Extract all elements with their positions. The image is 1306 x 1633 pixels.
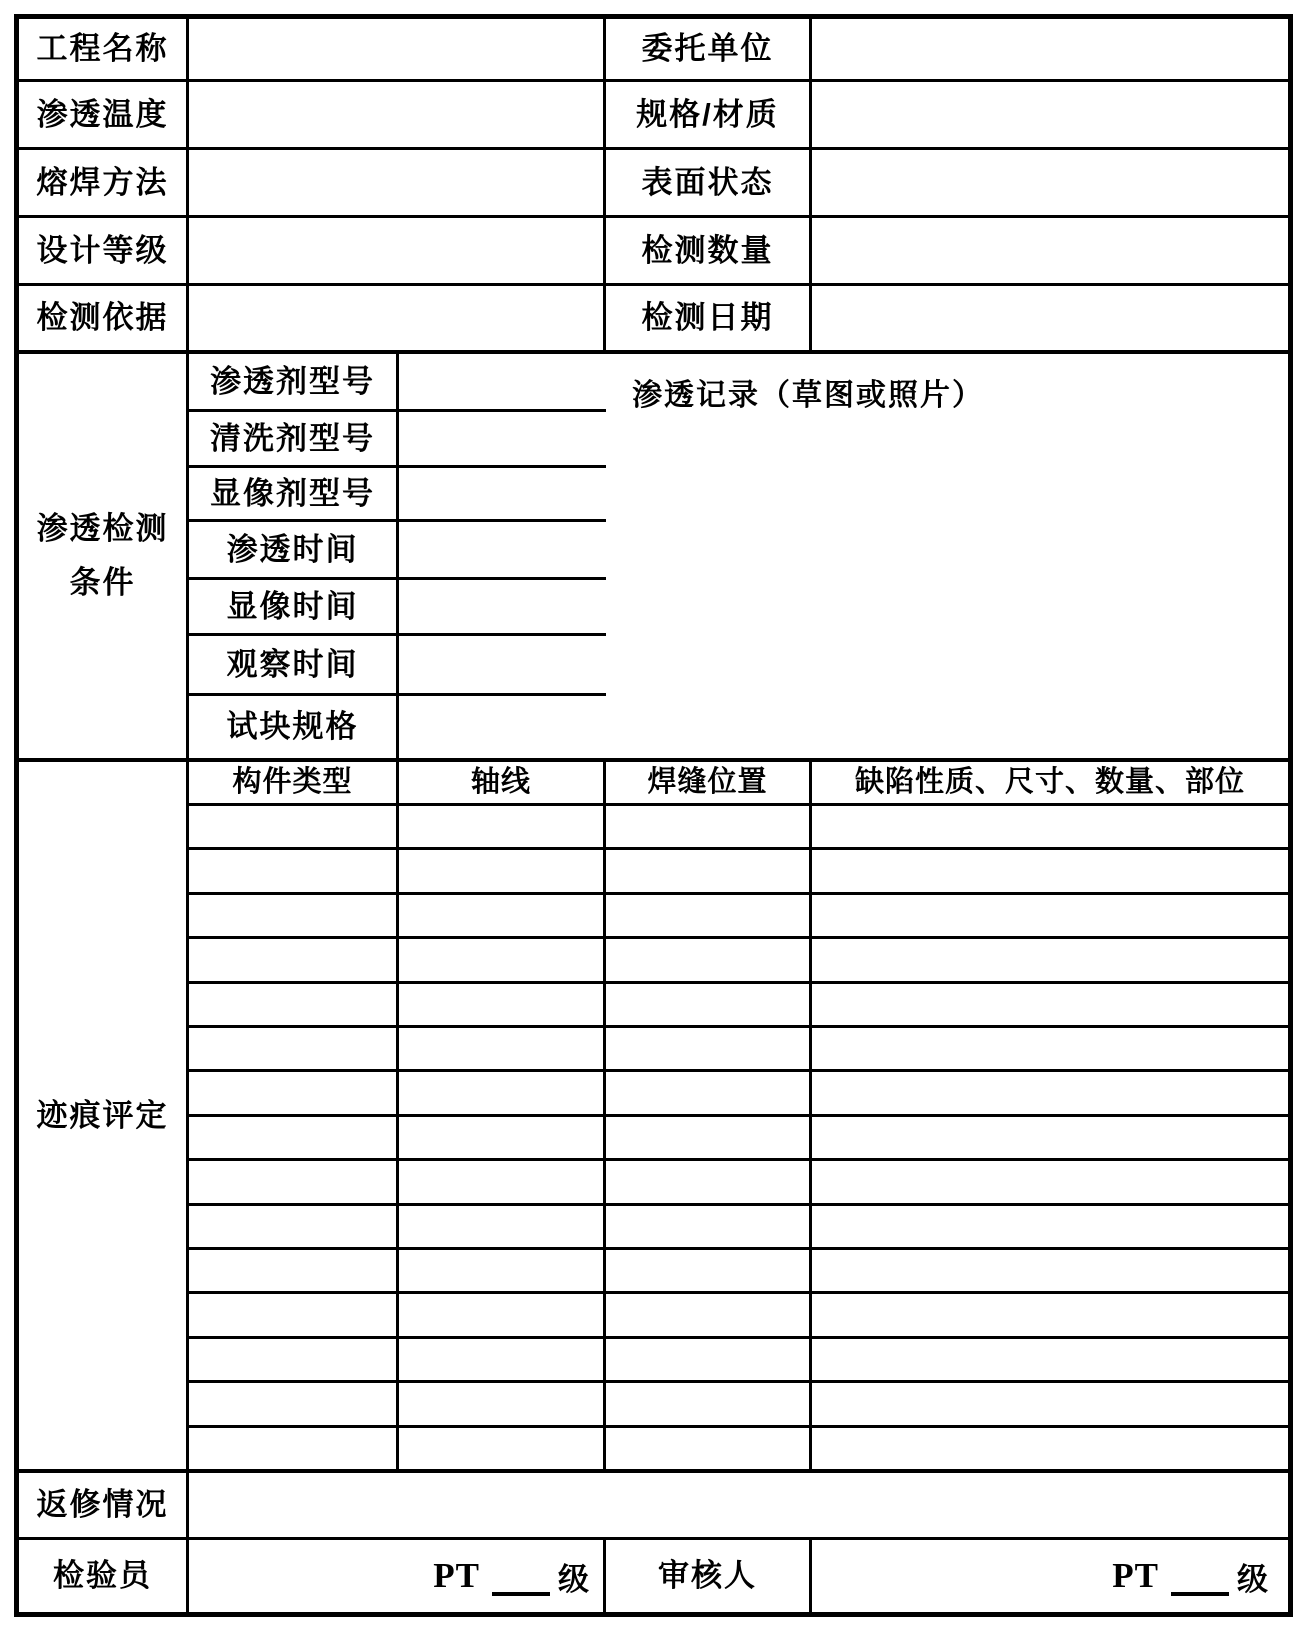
penetrant-model-label: 渗透剂型号 (189, 354, 399, 409)
axis-cell (399, 1028, 606, 1069)
condition-section-label-line2: 条件 (69, 565, 136, 600)
defect-info-cell (812, 1428, 1288, 1469)
trace-table-empty-row (189, 1339, 1288, 1383)
weld-position-cell (606, 1117, 812, 1158)
client-unit-value (812, 19, 1288, 79)
condition-row-penetrant (189, 354, 606, 412)
inspector-cert-blank-line (492, 1592, 550, 1596)
welding-method-value (189, 150, 606, 215)
weld-position-column-header: 焊缝位置 (606, 762, 812, 803)
weld-position-cell (606, 1294, 812, 1335)
pt-inspection-record-form (14, 14, 1293, 1617)
defect-info-cell (812, 1383, 1288, 1424)
weld-position-cell (606, 1383, 812, 1424)
reviewer-cert-prefix: PT (1112, 1556, 1159, 1595)
weld-position-cell (606, 1250, 812, 1291)
condition-row-developer (189, 468, 606, 522)
project-name-label: 工程名称 (19, 19, 189, 79)
defect-info-cell (812, 1339, 1288, 1380)
component-type-cell (189, 1072, 399, 1113)
trace-table-empty-row (189, 1383, 1288, 1427)
trace-table-empty-row (189, 1072, 1288, 1116)
repair-status-value (189, 1473, 1288, 1537)
repair-status-label: 返修情况 (19, 1473, 189, 1537)
axis-cell (399, 1428, 606, 1469)
trace-table-header (189, 762, 1288, 806)
trace-table-empty-row (189, 1294, 1288, 1338)
project-name-value (189, 19, 606, 79)
component-type-cell (189, 1383, 399, 1424)
surface-condition-label: 表面状态 (606, 150, 812, 215)
component-type-cell (189, 1339, 399, 1380)
weld-position-cell (606, 1161, 812, 1202)
defect-info-cell (812, 984, 1288, 1025)
reviewer-cert-blank-line (1171, 1592, 1229, 1596)
defect-info-cell (812, 939, 1288, 980)
reviewer-label: 审核人 (606, 1540, 812, 1612)
weld-position-cell (606, 939, 812, 980)
developing-time-label: 显像时间 (189, 580, 399, 633)
test-block-spec-label: 试块规格 (189, 696, 399, 758)
weld-position-cell (606, 1428, 812, 1469)
trace-table-empty-row (189, 939, 1288, 983)
component-type-cell (189, 1294, 399, 1335)
condition-section (19, 354, 1288, 762)
trace-table-empty-row (189, 1028, 1288, 1072)
developing-time-value (399, 580, 606, 633)
trace-table-empty-row (189, 1206, 1288, 1250)
cleaner-model-label: 清洗剂型号 (189, 412, 399, 465)
surface-condition-value (812, 150, 1288, 215)
defect-info-cell (812, 1117, 1288, 1158)
defect-info-cell (812, 1206, 1288, 1247)
developer-model-value (399, 468, 606, 519)
signature-row (19, 1540, 1288, 1612)
axis-cell (399, 1339, 606, 1380)
axis-column-header: 轴线 (399, 762, 606, 803)
developer-model-label: 显像剂型号 (189, 468, 399, 519)
condition-section-label-line1: 渗透检测 (36, 510, 169, 546)
axis-cell (399, 939, 606, 980)
trace-table-empty-row (189, 850, 1288, 894)
test-block-spec-value (399, 696, 606, 758)
inspector-cert-prefix: PT (433, 1556, 480, 1595)
weld-position-cell (606, 1206, 812, 1247)
penetrant-model-value (399, 354, 606, 409)
inspection-quantity-value (812, 218, 1288, 283)
component-type-cell (189, 1250, 399, 1291)
axis-cell (399, 1206, 606, 1247)
penetration-time-value (399, 522, 606, 577)
inspection-date-value (812, 286, 1288, 350)
component-type-cell (189, 1206, 399, 1247)
inspection-date-label: 检测日期 (606, 286, 812, 350)
defect-info-cell (812, 806, 1288, 847)
observation-time-label: 观察时间 (189, 636, 399, 693)
axis-cell (399, 1383, 606, 1424)
axis-cell (399, 1072, 606, 1113)
spec-material-label: 规格/材质 (606, 82, 812, 147)
condition-row-developing-time (189, 580, 606, 636)
inspector-cert-suffix: 级 (558, 1561, 589, 1597)
condition-row-test-block (189, 696, 606, 758)
condition-subtable (189, 354, 606, 758)
component-type-cell (189, 850, 399, 891)
cleaner-model-value (399, 412, 606, 465)
axis-cell (399, 850, 606, 891)
component-type-cell (189, 984, 399, 1025)
penetration-temperature-value (189, 82, 606, 147)
defect-info-column-header: 缺陷性质、尺寸、数量、部位 (854, 766, 1245, 799)
client-unit-label: 委托单位 (606, 19, 812, 79)
inspector-label: 检验员 (19, 1540, 189, 1612)
axis-cell (399, 984, 606, 1025)
weld-position-cell (606, 895, 812, 936)
trace-table-empty-row (189, 895, 1288, 939)
penetration-time-label: 渗透时间 (189, 522, 399, 577)
defect-info-cell (812, 1294, 1288, 1335)
design-grade-label: 设计等级 (19, 218, 189, 283)
component-type-cell (189, 1161, 399, 1202)
weld-position-cell (606, 850, 812, 891)
form-row-project (19, 19, 1288, 82)
trace-table-empty-row (189, 1161, 1288, 1205)
penetration-record-cell (606, 354, 1288, 758)
reviewer-certification-cell (812, 1540, 1288, 1612)
welding-method-label: 熔焊方法 (19, 150, 189, 215)
component-type-cell (189, 1028, 399, 1069)
condition-row-observation-time (189, 636, 606, 696)
spec-material-value (812, 82, 1288, 147)
form-row-design-grade (19, 218, 1288, 286)
defect-info-cell (812, 1028, 1288, 1069)
defect-info-cell (812, 850, 1288, 891)
trace-table-empty-row (189, 806, 1288, 850)
axis-cell (399, 1250, 606, 1291)
inspection-quantity-label: 检测数量 (606, 218, 812, 283)
defect-info-cell (812, 895, 1288, 936)
condition-row-penetration-time (189, 522, 606, 580)
inspector-certification-cell (189, 1540, 606, 1612)
repair-status-row (19, 1473, 1288, 1540)
trace-table-empty-row (189, 984, 1288, 1028)
weld-position-cell (606, 1028, 812, 1069)
reviewer-cert-suffix: 级 (1237, 1561, 1268, 1597)
component-type-column-header: 构件类型 (189, 762, 399, 803)
penetration-temperature-label: 渗透温度 (19, 82, 189, 147)
condition-section-label (19, 354, 189, 758)
observation-time-value (399, 636, 606, 693)
form-row-temperature (19, 82, 1288, 150)
penetration-record-label: 渗透记录（草图或照片） (632, 379, 984, 412)
weld-position-cell (606, 1339, 812, 1380)
trace-evaluation-table (189, 762, 1288, 1469)
inspection-basis-label: 检测依据 (19, 286, 189, 350)
component-type-cell (189, 939, 399, 980)
defect-info-cell (812, 1250, 1288, 1291)
axis-cell (399, 806, 606, 847)
trace-table-empty-row (189, 1250, 1288, 1294)
weld-position-cell (606, 984, 812, 1025)
design-grade-value (189, 218, 606, 283)
axis-cell (399, 1117, 606, 1158)
weld-position-cell (606, 806, 812, 847)
inspection-basis-value (189, 286, 606, 350)
trace-evaluation-label: 迹痕评定 (19, 762, 189, 1469)
form-row-welding-method (19, 150, 1288, 218)
weld-position-cell (606, 1072, 812, 1113)
component-type-cell (189, 1117, 399, 1158)
axis-cell (399, 1161, 606, 1202)
component-type-cell (189, 806, 399, 847)
condition-row-cleaner (189, 412, 606, 468)
defect-info-cell (812, 1072, 1288, 1113)
trace-table-empty-row (189, 1428, 1288, 1469)
form-row-inspection-basis (19, 286, 1288, 354)
axis-cell (399, 1294, 606, 1335)
axis-cell (399, 895, 606, 936)
defect-info-cell (812, 1161, 1288, 1202)
trace-table-empty-row (189, 1117, 1288, 1161)
trace-evaluation-section (19, 762, 1288, 1473)
component-type-cell (189, 895, 399, 936)
component-type-cell (189, 1428, 399, 1469)
